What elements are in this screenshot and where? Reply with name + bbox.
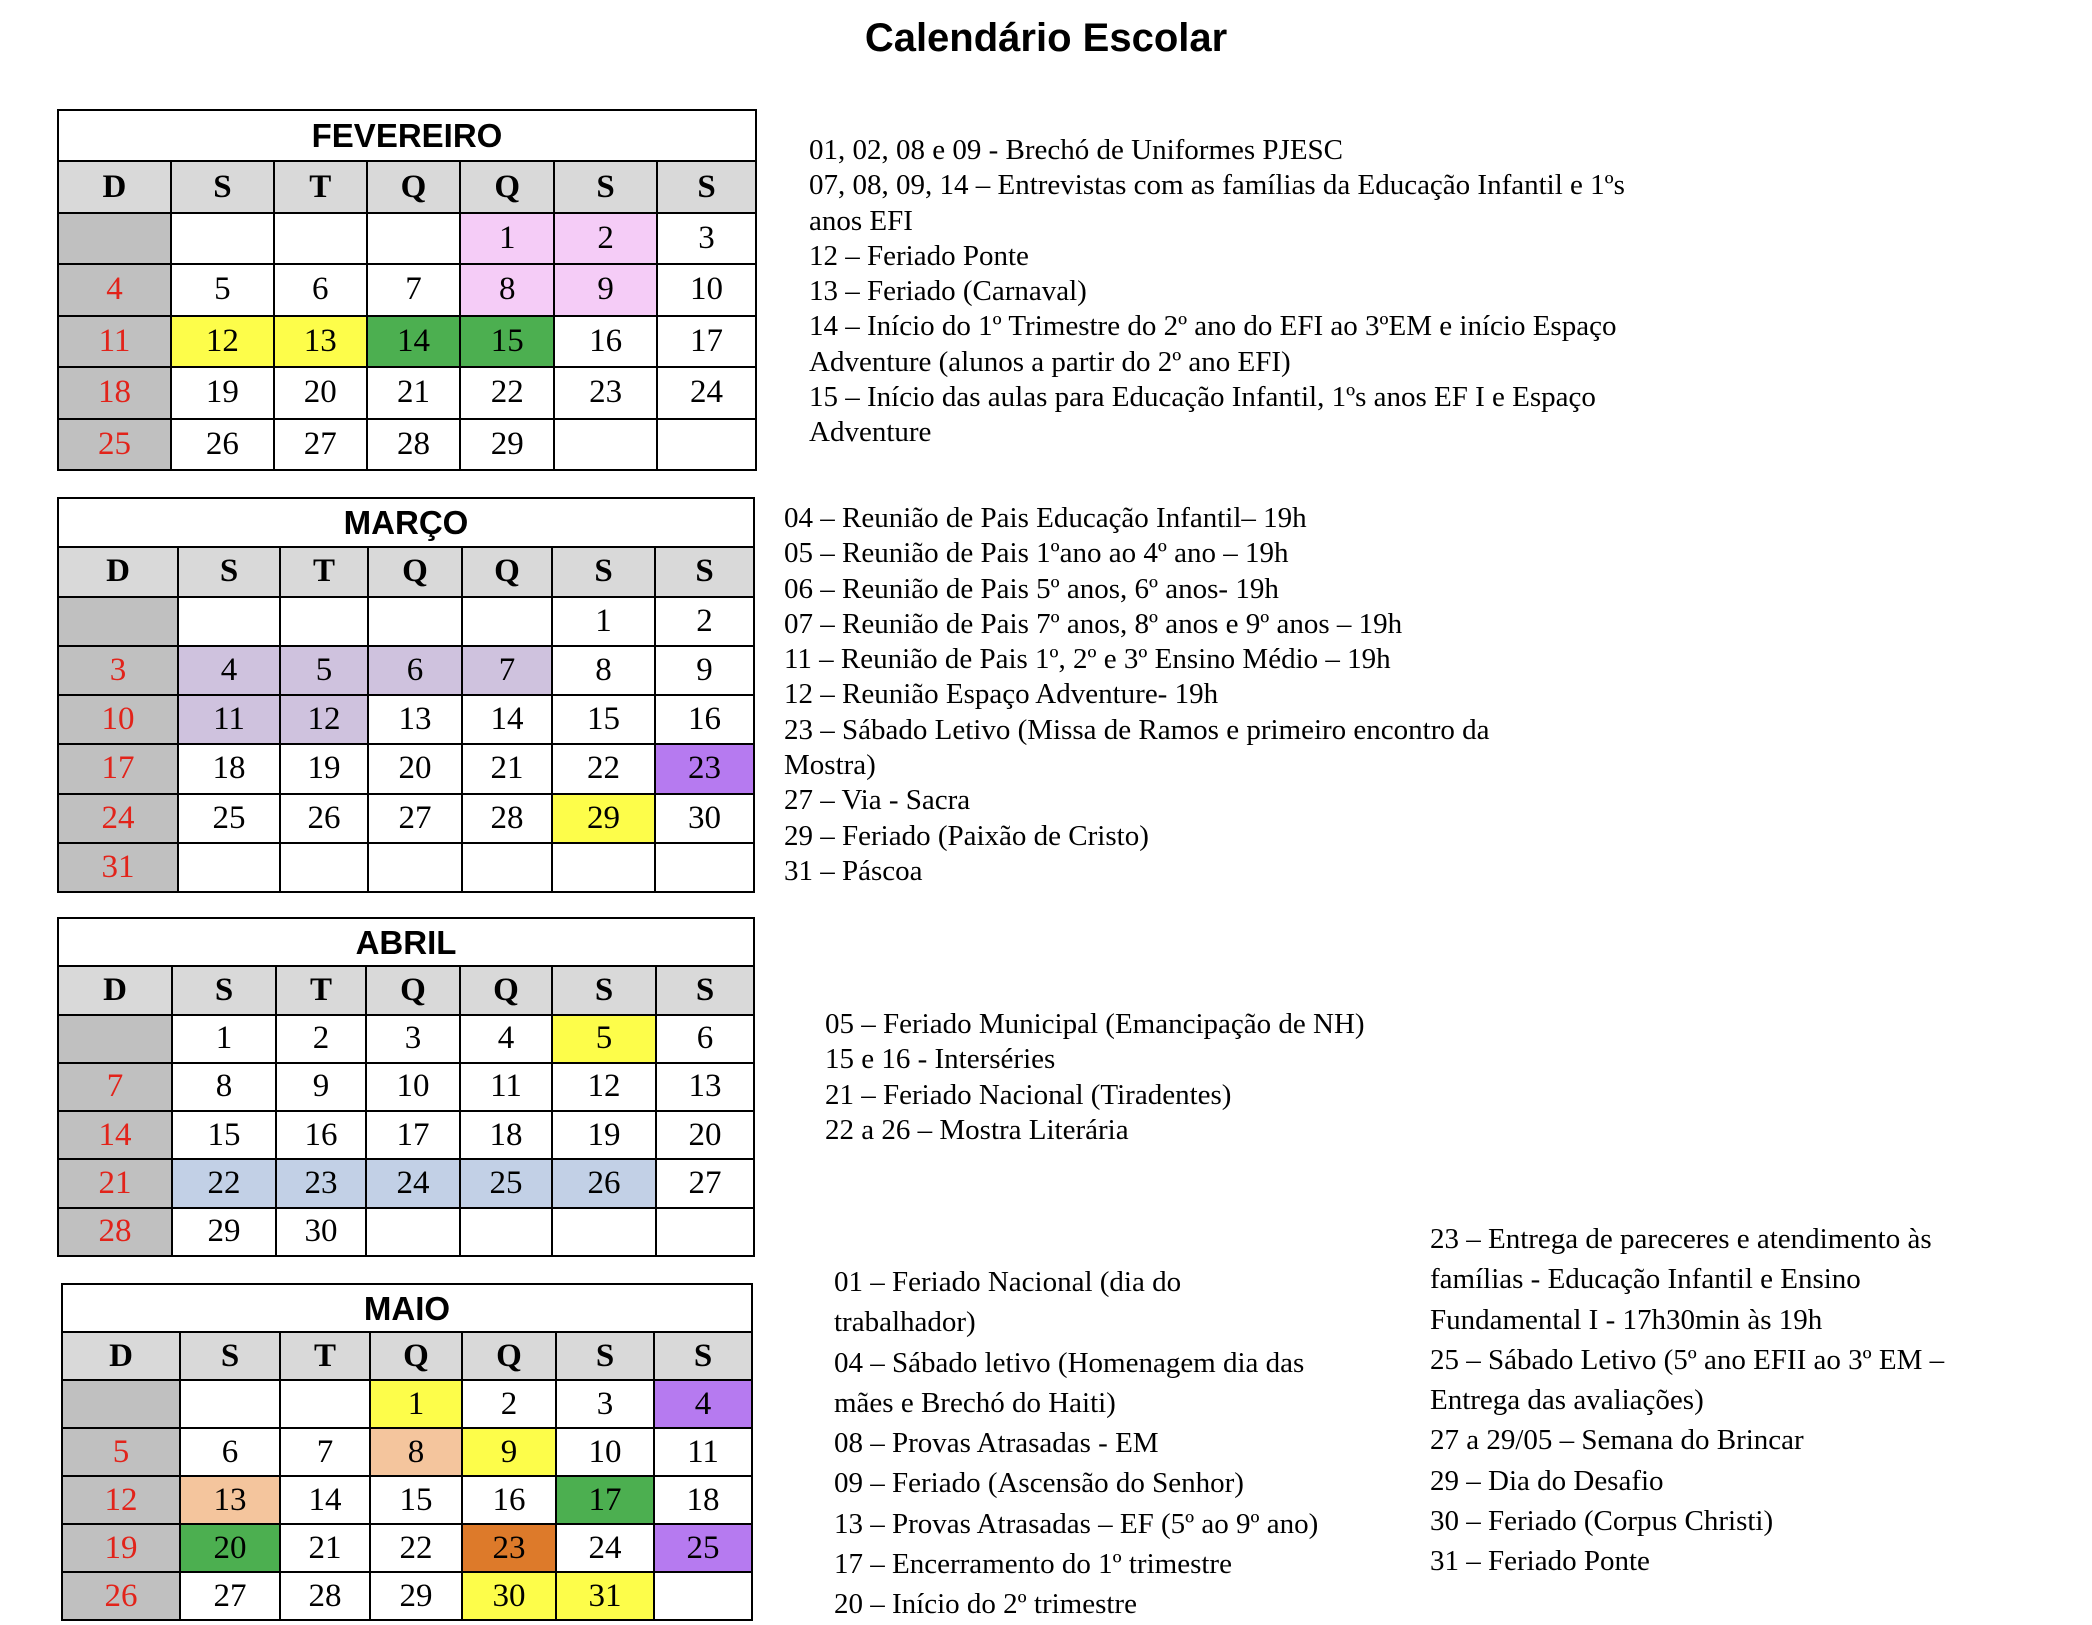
day-cell: 11: [58, 316, 171, 367]
empty-cell: [368, 843, 462, 892]
day-cell: 31: [556, 1572, 654, 1620]
day-cell: 20: [368, 744, 462, 793]
day-cell: 27: [180, 1572, 280, 1620]
empty-cell: [655, 843, 754, 892]
weekday-header: S: [172, 966, 276, 1014]
note-line: Fundamental I - 17h30min às 19h: [1430, 1303, 1823, 1336]
weekday-header: D: [58, 547, 178, 596]
note-line: 09 – Feriado (Ascensão do Senhor): [834, 1467, 1244, 1500]
empty-cell: [656, 1208, 754, 1256]
day-cell: 26: [280, 794, 368, 843]
day-cell: 14: [280, 1476, 370, 1524]
empty-cell: [280, 597, 368, 646]
day-cell: 20: [180, 1524, 280, 1572]
empty-cell: [171, 213, 274, 264]
note-line: 14 – Início do 1º Trimestre do 2º ano do EFI ao 3ºEM e início Espaço: [809, 310, 1617, 343]
day-cell: 17: [366, 1111, 460, 1159]
day-cell: 19: [552, 1111, 656, 1159]
note-line: Entrega das avaliações): [1430, 1384, 1704, 1417]
day-cell: 22: [370, 1524, 462, 1572]
note-line: Adventure (alunos a partir do 2º ano EFI): [809, 345, 1291, 378]
day-cell: 23: [554, 367, 657, 418]
day-cell: 23: [462, 1524, 556, 1572]
day-cell: 21: [280, 1524, 370, 1572]
day-cell: 13: [274, 316, 367, 367]
note-line: 29 – Feriado (Paixão de Cristo): [784, 819, 1149, 852]
month-name: MAIO: [62, 1284, 752, 1332]
day-cell: 12: [552, 1063, 656, 1111]
note-line: 29 – Dia do Desafio: [1430, 1464, 1664, 1497]
day-cell: 3: [58, 646, 178, 695]
note-line: 27 – Via - Sacra: [784, 784, 971, 817]
weekday-header: Q: [462, 547, 552, 596]
day-cell: 2: [655, 597, 754, 646]
day-cell: 21: [367, 367, 461, 418]
day-cell: 16: [462, 1476, 556, 1524]
day-cell: 26: [62, 1572, 180, 1620]
day-cell: 13: [368, 695, 462, 744]
day-cell: 10: [556, 1428, 654, 1476]
day-cell: 26: [171, 419, 274, 470]
note-line: 07 – Reunião de Pais 7º anos, 8º anos e 9º anos – 19h: [784, 607, 1403, 640]
empty-cell: [280, 843, 368, 892]
note-line: 17 – Encerramento do 1º trimestre: [834, 1548, 1232, 1581]
day-cell: 27: [368, 794, 462, 843]
empty-cell: [657, 419, 756, 470]
day-cell: 28: [367, 419, 461, 470]
day-cell: 4: [460, 1015, 552, 1063]
day-cell: 10: [657, 264, 756, 315]
empty-cell: [274, 213, 367, 264]
day-cell: 23: [276, 1159, 366, 1207]
day-cell: 15: [370, 1476, 462, 1524]
day-cell: 25: [460, 1159, 552, 1207]
day-cell: 3: [657, 213, 756, 264]
note-line: 12 – Reunião Espaço Adventure- 19h: [784, 678, 1219, 711]
day-cell: 25: [178, 794, 280, 843]
day-cell: 26: [552, 1159, 656, 1207]
calendar-abril: [57, 917, 755, 1257]
day-cell: 24: [366, 1159, 460, 1207]
empty-cell: [462, 843, 552, 892]
note-line: 22 a 26 – Mostra Literária: [825, 1113, 1129, 1146]
day-cell: 20: [656, 1111, 754, 1159]
calendar-maio: [61, 1283, 753, 1621]
day-cell: 8: [552, 646, 655, 695]
day-cell: 1: [172, 1015, 276, 1063]
day-cell: 18: [460, 1111, 552, 1159]
day-cell: 8: [460, 264, 554, 315]
day-cell: 5: [280, 646, 368, 695]
note-line: 06 – Reunião de Pais 5º anos, 6º anos- 19h: [784, 572, 1279, 605]
day-cell: 19: [62, 1524, 180, 1572]
notes-maio-left: [834, 1262, 1394, 1625]
note-line: 25 – Sábado Letivo (5º ano EFII ao 3º EM –: [1430, 1343, 1945, 1376]
day-cell: 9: [554, 264, 657, 315]
day-cell: 2: [462, 1380, 556, 1428]
weekday-header: S: [655, 547, 754, 596]
weekday-header: S: [556, 1332, 654, 1380]
note-line: anos EFI: [809, 204, 913, 237]
note-line: 04 – Reunião de Pais Educação Infantil– 19h: [784, 502, 1307, 534]
note-line: 31 – Feriado Ponte: [1430, 1545, 1650, 1578]
weekday-header: S: [552, 547, 655, 596]
day-cell: 30: [655, 794, 754, 843]
weekday-header: S: [656, 966, 754, 1014]
day-cell: 23: [655, 744, 754, 793]
empty-cell: [58, 213, 171, 264]
day-cell: 9: [276, 1063, 366, 1111]
empty-cell: [552, 1208, 656, 1256]
day-cell: 28: [462, 794, 552, 843]
notes-abril: [825, 1007, 1705, 1148]
notes-marco: [784, 501, 1664, 889]
day-cell: 24: [556, 1524, 654, 1572]
page-title: Calendário Escolar: [864, 16, 1228, 60]
note-line: 23 – Entrega de pareceres e atendimento às: [1430, 1223, 1932, 1255]
note-line: 08 – Provas Atrasadas - EM: [834, 1427, 1159, 1460]
note-line: Mostra): [784, 749, 876, 782]
day-cell: 8: [172, 1063, 276, 1111]
day-cell: 14: [58, 1111, 172, 1159]
day-cell: 29: [370, 1572, 462, 1620]
note-line: trabalhador): [834, 1306, 976, 1339]
day-cell: 8: [370, 1428, 462, 1476]
empty-cell: [462, 597, 552, 646]
note-line: 12 – Feriado Ponte: [809, 239, 1029, 272]
day-cell: 22: [172, 1159, 276, 1207]
empty-cell: [178, 843, 280, 892]
calendar-marco: [57, 497, 755, 893]
note-line: mães e Brechó do Haiti): [834, 1386, 1116, 1419]
weekday-header: S: [171, 161, 274, 212]
day-cell: 19: [280, 744, 368, 793]
day-cell: 19: [171, 367, 274, 418]
day-cell: 21: [462, 744, 552, 793]
day-cell: 12: [280, 695, 368, 744]
note-line: 15 e 16 - Interséries: [825, 1043, 1056, 1076]
day-cell: 12: [62, 1476, 180, 1524]
day-cell: 17: [657, 316, 756, 367]
day-cell: 29: [172, 1208, 276, 1256]
day-cell: 6: [656, 1015, 754, 1063]
day-cell: 13: [656, 1063, 754, 1111]
day-cell: 29: [460, 419, 554, 470]
day-cell: 25: [58, 419, 171, 470]
note-line: 23 – Sábado Letivo (Missa de Ramos e primeiro encontro da: [784, 713, 1490, 746]
day-cell: 5: [62, 1428, 180, 1476]
day-cell: 17: [58, 744, 178, 793]
note-line: 01, 02, 08 e 09 - Brechó de Uniformes PJESC: [809, 134, 1344, 166]
weekday-header: Q: [460, 161, 554, 212]
day-cell: 6: [368, 646, 462, 695]
note-line: 30 – Feriado (Corpus Christi): [1430, 1505, 1774, 1538]
day-cell: 7: [367, 264, 461, 315]
day-cell: 11: [178, 695, 280, 744]
day-cell: 16: [655, 695, 754, 744]
note-line: 27 a 29/05 – Semana do Brincar: [1430, 1424, 1804, 1457]
weekday-header: S: [552, 966, 656, 1014]
weekday-header: S: [554, 161, 657, 212]
day-cell: 1: [370, 1380, 462, 1428]
day-cell: 15: [172, 1111, 276, 1159]
day-cell: 7: [280, 1428, 370, 1476]
note-line: famílias - Educação Infantil e Ensino: [1430, 1263, 1861, 1296]
weekday-header: Q: [368, 547, 462, 596]
empty-cell: [280, 1380, 370, 1428]
empty-cell: [367, 213, 461, 264]
day-cell: 15: [552, 695, 655, 744]
empty-cell: [460, 1208, 552, 1256]
empty-cell: [178, 597, 280, 646]
weekday-header: T: [280, 1332, 370, 1380]
day-cell: 16: [554, 316, 657, 367]
day-cell: 30: [276, 1208, 366, 1256]
weekday-header: Q: [460, 966, 552, 1014]
day-cell: 27: [656, 1159, 754, 1207]
calendar-fevereiro: [57, 109, 757, 471]
day-cell: 29: [552, 794, 655, 843]
day-cell: 7: [462, 646, 552, 695]
note-line: 01 – Feriado Nacional (dia do: [834, 1266, 1182, 1298]
note-line: 15 – Início das aulas para Educação Infantil, 1ºs anos EF I e Espaço: [809, 381, 1596, 414]
day-cell: 27: [274, 419, 367, 470]
day-cell: 12: [171, 316, 274, 367]
day-cell: 9: [462, 1428, 556, 1476]
empty-cell: [368, 597, 462, 646]
day-cell: 18: [178, 744, 280, 793]
empty-cell: [654, 1572, 752, 1620]
empty-cell: [366, 1208, 460, 1256]
day-cell: 24: [58, 794, 178, 843]
empty-cell: [552, 843, 655, 892]
note-line: 31 – Páscoa: [784, 854, 923, 887]
empty-cell: [58, 597, 178, 646]
weekday-header: D: [58, 966, 172, 1014]
day-cell: 13: [180, 1476, 280, 1524]
day-cell: 18: [654, 1476, 752, 1524]
day-cell: 5: [171, 264, 274, 315]
day-cell: 4: [178, 646, 280, 695]
month-name: FEVEREIRO: [58, 110, 756, 161]
empty-cell: [62, 1380, 180, 1428]
notes-fevereiro: [809, 133, 1689, 451]
month-name: MARÇO: [58, 498, 754, 547]
weekday-header: S: [178, 547, 280, 596]
day-cell: 21: [58, 1159, 172, 1207]
note-line: 07, 08, 09, 14 – Entrevistas com as famílias da Educação Infantil e 1ºs: [809, 169, 1625, 202]
day-cell: 4: [654, 1380, 752, 1428]
empty-cell: [58, 1015, 172, 1063]
day-cell: 1: [552, 597, 655, 646]
weekday-header: Q: [367, 161, 461, 212]
day-cell: 28: [280, 1572, 370, 1620]
day-cell: 20: [274, 367, 367, 418]
note-line: 11 – Reunião de Pais 1º, 2º e 3º Ensino Médio – 19h: [784, 643, 1391, 676]
day-cell: 15: [460, 316, 554, 367]
note-line: 20 – Início do 2º trimestre: [834, 1588, 1137, 1621]
empty-cell: [180, 1380, 280, 1428]
day-cell: 2: [554, 213, 657, 264]
day-cell: 14: [462, 695, 552, 744]
note-line: 13 – Feriado (Carnaval): [809, 275, 1087, 308]
weekday-header: Q: [462, 1332, 556, 1380]
weekday-header: Q: [370, 1332, 462, 1380]
day-cell: 11: [460, 1063, 552, 1111]
day-cell: 4: [58, 264, 171, 315]
day-cell: 3: [366, 1015, 460, 1063]
day-cell: 10: [366, 1063, 460, 1111]
weekday-header: T: [276, 966, 366, 1014]
weekday-header: S: [180, 1332, 280, 1380]
day-cell: 7: [58, 1063, 172, 1111]
weekday-header: T: [274, 161, 367, 212]
note-line: 05 – Feriado Municipal (Emancipação de NH): [825, 1008, 1365, 1040]
day-cell: 31: [58, 843, 178, 892]
day-cell: 5: [552, 1015, 656, 1063]
day-cell: 11: [654, 1428, 752, 1476]
day-cell: 14: [367, 316, 461, 367]
weekday-header: S: [654, 1332, 752, 1380]
day-cell: 6: [274, 264, 367, 315]
day-cell: 6: [180, 1428, 280, 1476]
day-cell: 22: [460, 367, 554, 418]
day-cell: 10: [58, 695, 178, 744]
weekday-header: S: [657, 161, 756, 212]
note-line: 05 – Reunião de Pais 1ºano ao 4º ano – 19h: [784, 537, 1289, 570]
day-cell: 2: [276, 1015, 366, 1063]
note-line: 21 – Feriado Nacional (Tiradentes): [825, 1078, 1232, 1111]
day-cell: 16: [276, 1111, 366, 1159]
empty-cell: [554, 419, 657, 470]
day-cell: 18: [58, 367, 171, 418]
day-cell: 30: [462, 1572, 556, 1620]
weekday-header: D: [58, 161, 171, 212]
notes-maio-right: [1430, 1219, 2006, 1582]
note-line: 04 – Sábado letivo (Homenagem dia das: [834, 1346, 1305, 1379]
day-cell: 22: [552, 744, 655, 793]
day-cell: 1: [460, 213, 554, 264]
weekday-header: Q: [366, 966, 460, 1014]
day-cell: 24: [657, 367, 756, 418]
note-line: 13 – Provas Atrasadas – EF (5º ao 9º ano): [834, 1507, 1319, 1540]
day-cell: 28: [58, 1208, 172, 1256]
day-cell: 9: [655, 646, 754, 695]
month-name: ABRIL: [58, 918, 754, 966]
note-line: Adventure: [809, 416, 932, 449]
day-cell: 3: [556, 1380, 654, 1428]
weekday-header: D: [62, 1332, 180, 1380]
day-cell: 25: [654, 1524, 752, 1572]
day-cell: 17: [556, 1476, 654, 1524]
weekday-header: T: [280, 547, 368, 596]
